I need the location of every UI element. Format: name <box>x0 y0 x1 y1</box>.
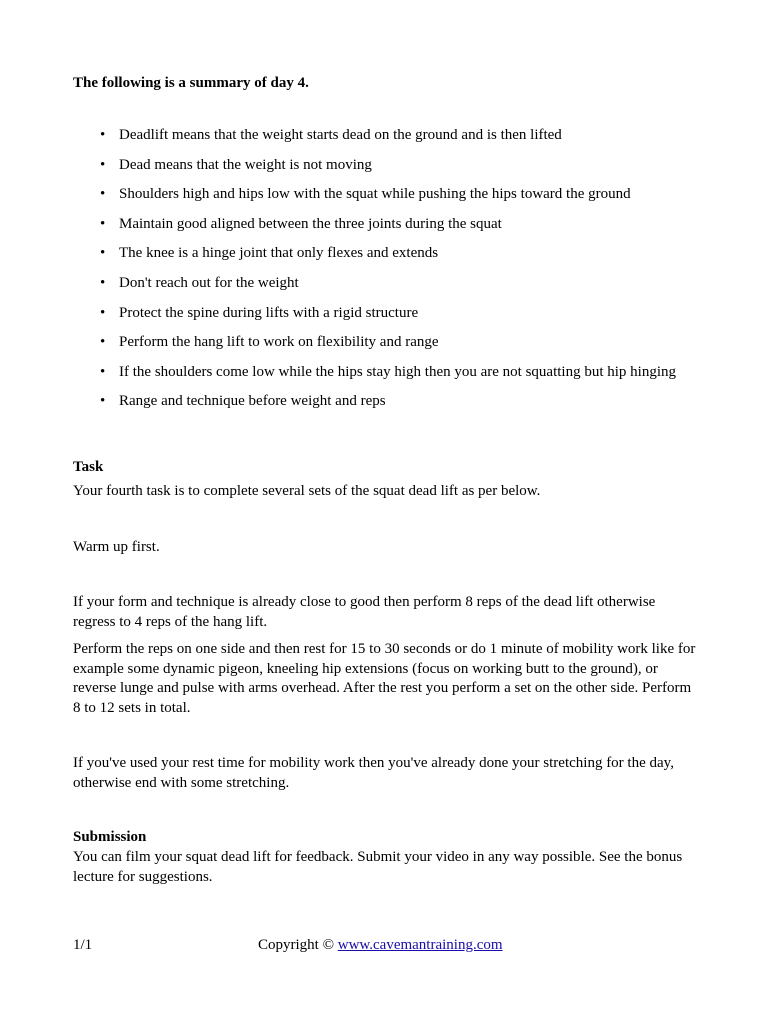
list-item-text: Range and technique before weight and reps <box>119 393 386 410</box>
list-item-text: The knee is a hinge joint that only flexes and extends <box>119 245 439 262</box>
list-item-text: Don't reach out for the weight <box>119 274 299 291</box>
list-item <box>73 126 713 156</box>
list-item-text: Dead means that the weight is not moving <box>119 156 372 173</box>
list-item <box>73 363 713 393</box>
website-link[interactable]: www.cavemantraining.com <box>337 937 503 953</box>
bullet-icon: • <box>100 127 106 143</box>
task-stretching-paragraph: If you've used your rest time for mobility work then you've already done your stretching for the day, otherwise end with some stretching. <box>73 755 674 791</box>
list-item <box>73 333 713 363</box>
bullet-icon: • <box>100 245 106 262</box>
bullet-icon: • <box>100 334 106 351</box>
bullet-icon: • <box>100 363 106 380</box>
list-item <box>73 304 713 334</box>
list-item-text: Maintain good aligned between the three joints during the squat <box>119 215 502 232</box>
list-item <box>73 274 713 304</box>
task-warmup: Warm up first. <box>73 539 160 555</box>
task-heading: Task <box>73 459 104 475</box>
summary-title: The following is a summary of day 4. <box>73 75 309 91</box>
list-item <box>73 392 713 422</box>
submission-text: You can film your squat dead lift for feedback. Submit your video in any way possible. See the bonus lecture for suggestions. <box>73 849 683 885</box>
list-item-text: Deadlift means that the weight starts dead on the ground and is then lifted <box>119 127 562 143</box>
task-form-paragraph: If your form and technique is already close to good then perform 8 reps of the dead lift otherwise regress to 4 reps of the hang lift. <box>73 594 656 630</box>
page-number: 1/1 <box>73 937 93 953</box>
list-item-text: Protect the spine during lifts with a rigid structure <box>119 304 419 321</box>
list-item <box>73 185 713 215</box>
task-intro: Your fourth task is to complete several sets of the squat dead lift as per below. <box>73 483 541 499</box>
list-item-text: Shoulders high and hips low with the squat while pushing the hips toward the ground <box>119 186 631 203</box>
bullet-icon: • <box>100 393 106 410</box>
bullet-icon: • <box>100 304 106 321</box>
submission-heading: Submission <box>73 829 147 845</box>
bullet-icon: • <box>100 215 106 232</box>
task-reps-paragraph: Perform the reps on one side and then rest for 15 to 30 seconds or do 1 minute of mobility work like for example some dynamic pigeon, kneeling hip extensions (focus on working butt to the ground), or reverse lunge and pulse with arms overhead. After the rest you perform a set on the other side. Perform 8 to 12 sets in total. <box>73 641 696 716</box>
bullet-icon: • <box>100 186 106 203</box>
list-item <box>73 244 713 274</box>
copyright-text: Copyright © <box>258 937 334 953</box>
list-item <box>73 156 713 186</box>
list-item-text: Perform the hang lift to work on flexibility and range <box>119 334 439 351</box>
bullet-icon: • <box>100 156 106 173</box>
list-item <box>73 215 713 245</box>
summary-bullet-list <box>73 126 713 422</box>
list-item-text: If the shoulders come low while the hips stay high then you are not squatting but hip hinging <box>119 363 676 380</box>
footer-copyright <box>258 936 503 955</box>
bullet-icon: • <box>100 274 106 291</box>
